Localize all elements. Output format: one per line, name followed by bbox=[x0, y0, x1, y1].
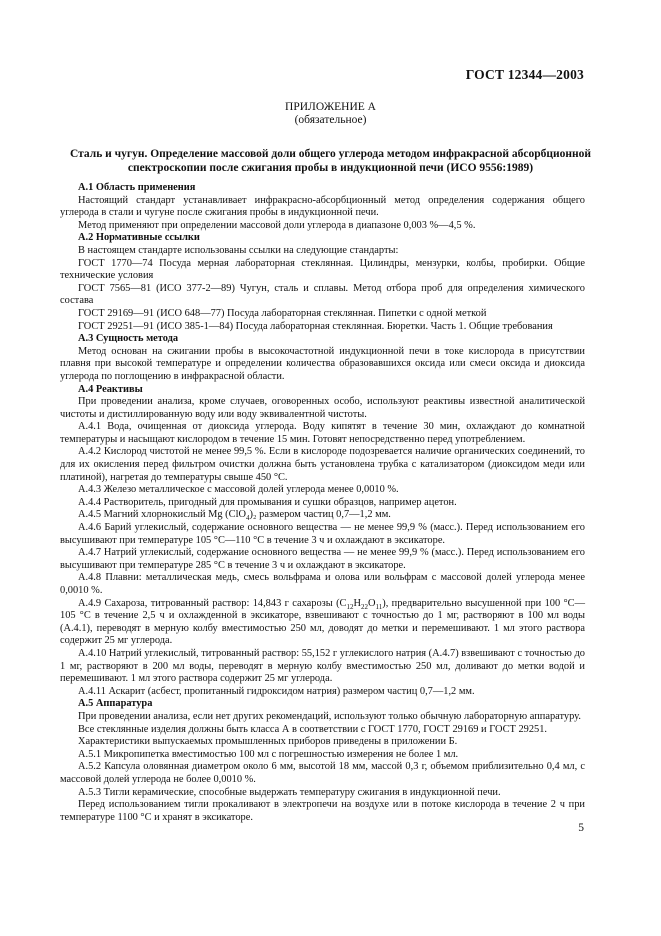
formula-part: O bbox=[367, 597, 376, 609]
clause: А.4.3 Железо металлическое с массовой долей углерода менее 0,0010 %. bbox=[78, 484, 399, 496]
section-heading: А.4 Реактивы bbox=[78, 383, 143, 395]
paragraph: В настоящем стандарте использованы ссылки на следующие стандарты: bbox=[78, 244, 399, 256]
reference-item: ГОСТ 29169—91 (ИСО 648—77) Посуда лабораторная стеклянная. Пипетки с одной меткой bbox=[78, 307, 487, 319]
clause-text: )₂ размером частиц 0,7—1,2 мм. bbox=[249, 509, 391, 521]
clause: А.5.3 Тигли керамические, способные выдержать температуру сжигания в индукционной печи. bbox=[78, 786, 501, 798]
clause: А.5.2 Капсула оловянная диаметром около 6 мм, высотой 18 мм, массой 0,3 г, объемом приблизительно 0,4 мл, с массовой долей углерода не более 0,0010 %. bbox=[60, 761, 585, 785]
clause: А.4.2 Кислород чистотой не менее 99,5 %. Если в кислороде подозревается наличие органических соединений, то для их окисления перед фильтром очистки должна быть установлена трубка с катализатором (диоксидом меди или платиной), нагретая до температуры свыше 450 °С. bbox=[60, 446, 585, 483]
reference-item: ГОСТ 29251—91 (ИСО 385-1—84) Посуда лабораторная стеклянная. Бюретки. Часть 1. Общие требования bbox=[78, 320, 553, 332]
section-heading: А.3 Сущность метода bbox=[78, 333, 179, 345]
clause-text: ), предварительно высушенной при 100 °С—105 °С в течение 2,5 ч и охлажденной в эксикаторе, взвешивают с точностью до 1 мг, растворяют в 100 мл воды (А.4.1), переводят в мерную колбу вместимостью 250 мл, доводят до метки и перемешивают. 1 мл этого раствора содержит 25 мг углерода. bbox=[60, 597, 585, 647]
reference-item: ГОСТ 1770—74 Посуда мерная лабораторная стеклянная. Цилиндры, мензурки, колбы, пробирки. Общие технические условия bbox=[60, 257, 585, 282]
subscript: 11 bbox=[375, 602, 383, 611]
reference-item: ГОСТ 7565—81 (ИСО 377-2—89) Чугун, сталь и сплавы. Метод отбора проб для определения химического состава bbox=[60, 282, 585, 307]
clause: А.4.11 Аскарит (асбест, пропитанный гидроксидом натрия) размером частиц 0,7—1,2 мм. bbox=[78, 685, 475, 697]
paragraph: При проведении анализа, кроме случаев, оговоренных особо, используют реактивы известной аналитической чистоты и дистиллированную воду или воду эквивалентной чистоты. bbox=[60, 396, 585, 420]
subscript: 4 bbox=[245, 514, 250, 523]
clause: А.4.10 Натрий углекислый, титрованный раствор: 55,152 г углекислого натрия (А.4.7) взвешивают с точностью до 1 мг, растворяют в 200 мл воды, переводят в мерную колбу вместимостью 250 мл, доливают до метки водой и перемешивают. 1 мл этого раствора содержит 25 мг углерода. bbox=[60, 647, 585, 685]
formula-part: H bbox=[353, 597, 361, 609]
clause: А.4.7 Натрий углекислый, содержание основного вещества — не менее 99,9 % (масс.). Перед использованием его высушивают при температуре 285 °С в течение 3 ч и охлаждают в эксикаторе. bbox=[60, 547, 585, 571]
paragraph: При проведении анализа, если нет других рекомендаций, используют только обычную лабораторную аппаратуру. bbox=[78, 710, 581, 722]
appendix-label: ПРИЛОЖЕНИЕ А bbox=[285, 101, 376, 113]
page-number: 5 bbox=[578, 822, 584, 834]
clause-text: А.4.9 Сахароза, титрованный раствор: 14,843 г сахарозы (C bbox=[78, 597, 347, 609]
clause: А.4.8 Плавни: металлическая медь, смесь вольфрама и олова или вольфрам с массовой долей углерода менее 0,0010 %. bbox=[60, 572, 585, 596]
paragraph: Перед использованием тигли прокаливают в электропечи на воздухе или в потоке кислорода в течение 2 ч при температуре 1100 °С и хранят в эксикаторе. bbox=[60, 799, 585, 823]
clause: А.5.1 Микропипетка вместимостью 100 мл с погрешностью измерения не более 1 мл. bbox=[78, 748, 459, 760]
section-heading: А.1 Область применения bbox=[78, 182, 196, 193]
paragraph: Все стеклянные изделия должны быть класса А в соответствии с ГОСТ 1770, ГОСТ 29169 и ГОСТ 29251. bbox=[78, 723, 548, 735]
standard-number: ГОСТ 12344—2003 bbox=[465, 67, 584, 82]
clause bbox=[60, 509, 585, 522]
subscript: 12 bbox=[346, 602, 354, 611]
section-heading: А.5 Аппаратура bbox=[78, 698, 153, 710]
section-heading: А.2 Нормативные ссылки bbox=[78, 232, 200, 244]
clause: А.4.6 Барий углекислый, содержание основного вещества — не менее 99,9 % (масс.). Перед использованием его высушивают при температуре 105 °С—110 °С в течение 3 ч и охлаждают в эксикаторе. bbox=[60, 522, 585, 546]
clause: А.4.1 Вода, очищенная от диоксида углерода. Воду кипятят в течение 30 мин, охлаждают до комнатной температуры и насыщают кислородом в течение 15 мин. Готовят непосредственно перед употреблением. bbox=[60, 421, 585, 445]
paragraph: Метод применяют при определении массовой доли углерода в диапазоне 0,003 %—4,5 %. bbox=[78, 219, 476, 231]
clause: А.4.4 Растворитель, пригодный для промывания и сушки образцов, например ацетон. bbox=[78, 496, 457, 508]
clause bbox=[60, 598, 585, 648]
clause-text: А.4.5 Магний хлорнокислый Mg (ClO bbox=[78, 509, 246, 521]
appendix-title: Сталь и чугун. Определение массовой доли общего углерода методом инфракрасной абсорбционной спектроскопии после сжигания пробы в индукционной печи (ИСО 9556:1989) bbox=[69, 148, 592, 174]
subscript: 22 bbox=[360, 602, 368, 611]
document-body bbox=[60, 182, 585, 824]
paragraph: Характеристики выпускаемых промышленных приборов приведены в приложении Б. bbox=[78, 736, 458, 748]
paragraph: Настоящий стандарт устанавливает инфракрасно-абсорбционный метод определения содержания общего углерода в стали и чугуне после сжигания пробы в индукционной печи. bbox=[60, 194, 585, 219]
paragraph: Метод основан на сжигании пробы в высокочастотной индукционной печи в токе кислорода в присутствии плавня при высокой температуре и определении количества образовавшихся оксида или смеси оксида и диоксида углерода по поглощению в инфракрасной области. bbox=[60, 345, 585, 382]
appendix-heading bbox=[0, 101, 661, 127]
appendix-status: (обязательное) bbox=[294, 114, 367, 126]
